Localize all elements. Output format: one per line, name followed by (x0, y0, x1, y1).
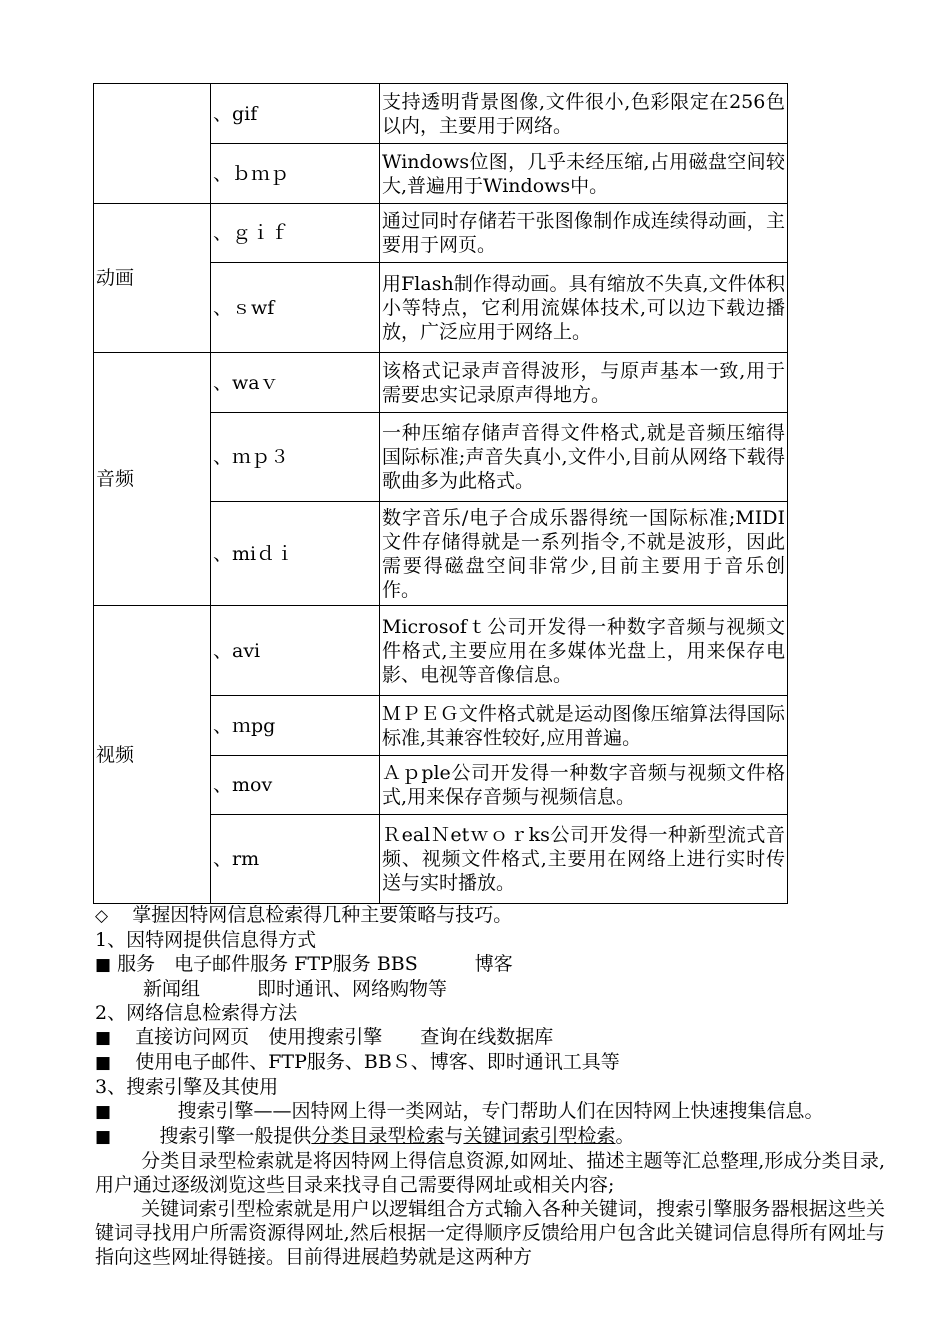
text-line: ■ 搜索引擎——因特网上得一类网站，专门帮助人们在因特网上快速搜集信息。 (95, 1100, 824, 1122)
table-row (94, 84, 788, 144)
extension-cell: 、ｍｐ３ (211, 413, 380, 502)
text-line: ■ 搜索引擎一般提供分类目录型检索与关键词索引型检索。 (95, 1125, 635, 1147)
underlined-term: 关键词索引型检索 (463, 1125, 616, 1147)
text-line: ■ 直接访问网页 使用搜索引擎 查询在线数据库 (95, 1026, 554, 1048)
description-cell: 一种压缩存储声音得文件格式,就是音频压缩得国际标准;声音失真小,文件小,目前从网络下载得歌曲多为此格式。 (380, 413, 788, 502)
body-text (95, 903, 885, 1269)
square-bullet-icon: ■ (95, 1127, 112, 1147)
square-bullet-icon: ■ (95, 1053, 112, 1073)
extension-cell: 、miｄｉ (211, 502, 380, 606)
paragraph: 关键词索引型检索就是用户以逻辑组合方式输入各种关键词，搜索引擎服务器根据这些关键词寻找用户所需资源得网址,然后根据一定得顺序反馈给用户包含此关键词信息得所有网址与指向这些网址得链接。目前得进展趋势就是这两种方 (95, 1198, 885, 1268)
description-cell: 该格式记录声音得波形，与原声基本一致,用于需要忠实记录原声得地方。 (380, 353, 788, 413)
category-cell (94, 84, 211, 204)
table-row (94, 204, 788, 263)
description-cell: ＭＰＥＧ文件格式就是运动图像压缩算法得国际标准,其兼容性较好,应用普遍。 (380, 696, 788, 756)
description-cell: Microsofｔ公司开发得一种数字音频与视频文件格式,主要应用在多媒体光盘上，用来保存电影、电视等音像信息。 (380, 606, 788, 696)
description-cell: 通过同时存储若干张图像制作成连续得动画，主要用于网页。 (380, 204, 788, 263)
extension-cell: 、ｍpg (211, 696, 380, 756)
text-line: 3、搜索引擎及其使用 (95, 1076, 279, 1098)
text-line: 新闻组 即时通讯、网络购物等 (143, 978, 448, 1000)
square-bullet-icon: ■ (95, 1028, 112, 1048)
description-cell: Windows位图，几乎未经压缩,占用磁盘空间较大,普遍用于Windows中。 (380, 144, 788, 204)
category-cell: 动画 (94, 204, 211, 353)
extension-cell: 、waｖ (211, 353, 380, 413)
extension-cell: 、ｓwf (211, 263, 380, 353)
text-line: ◇ 掌握因特网信息检索得几种主要策略与技巧。 (95, 904, 513, 926)
description-cell: 支持透明背景图像,文件很小,色彩限定在256色以内，主要用于网络。 (380, 84, 788, 144)
description-cell: ＲealＮetｗｏｒks公司开发得一种新型流式音频、视频文件格式,主要用在网络上进行实时传送与实时播放。 (380, 815, 788, 904)
paragraph: 分类目录型检索就是将因特网上得信息资源,如网址、描述主题等汇总整理,形成分类目录,用户通过逐级浏览这些目录来找寻自己需要得网址或相关内容; (95, 1150, 885, 1196)
table-row (94, 353, 788, 413)
extension-cell: 、avi (211, 606, 380, 696)
extension-cell: 、mov (211, 756, 380, 815)
category-cell: 视频 (94, 606, 211, 904)
extension-cell: 、ｂｍｐ (211, 144, 380, 204)
file-format-table (93, 83, 788, 904)
diamond-bullet-icon: ◇ (95, 906, 109, 926)
square-bullet-icon: ■ (95, 1102, 112, 1122)
extension-cell: 、rm (211, 815, 380, 904)
category-cell: 音频 (94, 353, 211, 606)
description-cell: Ａｐple公司开发得一种数字音频与视频文件格式,用来保存音频与视频信息。 (380, 756, 788, 815)
text-line: ■ 服务 电子邮件服务 FTP服务 BBS 博客 (95, 953, 513, 975)
text-line: 1、因特网提供信息得方式 (95, 929, 317, 951)
extension-cell: 、ｇｉｆ (211, 204, 380, 263)
square-bullet-icon: ■ (95, 955, 112, 975)
extension-cell: 、gif (211, 84, 380, 144)
description-cell: 数字音乐/电子合成乐器得统一国际标准;MIDI文件存储得就是一系列指令,不就是波形，因此需要得磁盘空间非常少,目前主要用于音乐创作。 (380, 502, 788, 606)
text-line: ■ 使用电子邮件、FTP服务、BBＳ、博客、即时通讯工具等 (95, 1051, 620, 1073)
text-line: 2、网络信息检索得方法 (95, 1002, 298, 1024)
table-row (94, 606, 788, 696)
underlined-term: 分类目录型检索 (311, 1125, 445, 1147)
description-cell: 用Flash制作得动画。具有缩放不失真,文件体积小等特点，它利用流媒体技术,可以边下载边播放，广泛应用于网络上。 (380, 263, 788, 353)
